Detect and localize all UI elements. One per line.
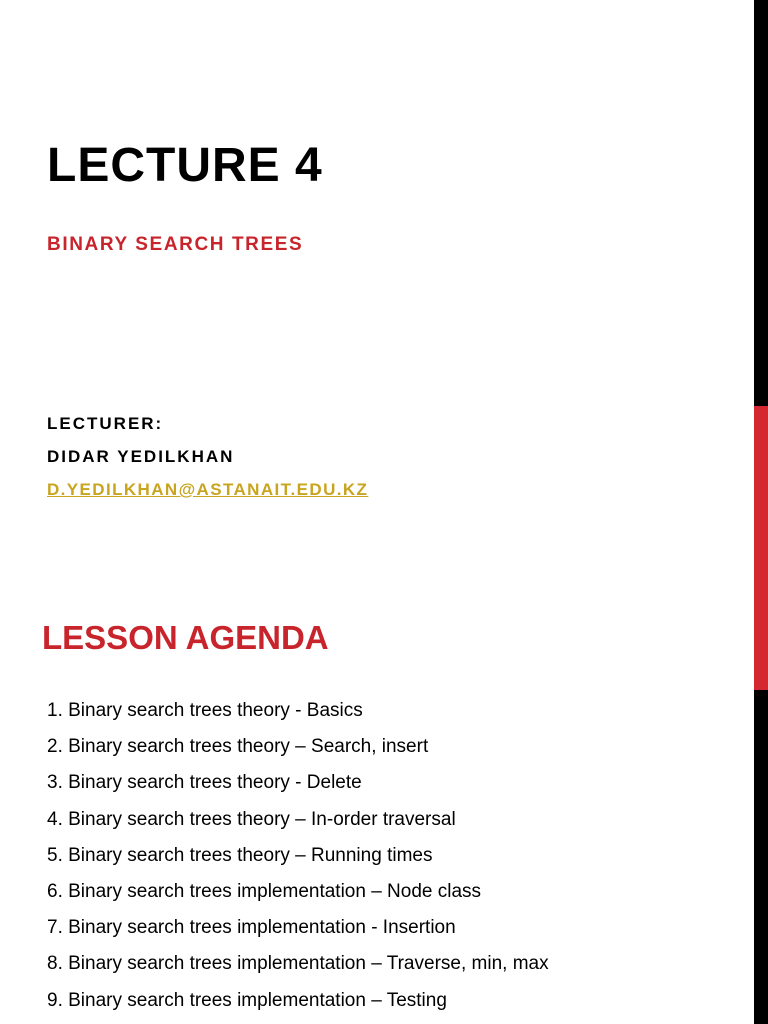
agenda-item: 4. Binary search trees theory – In-order traversal: [47, 808, 456, 830]
agenda-item: 1. Binary search trees theory - Basics: [47, 700, 363, 721]
agenda-item: 3. Binary search trees theory - Delete: [47, 772, 362, 794]
agenda-item: 6. Binary search trees implementation – Node class: [47, 880, 482, 902]
agenda-item: 8. Binary search trees implementation – Traverse, min, max: [47, 953, 549, 975]
lecturer-label: LECTURER:: [47, 414, 164, 433]
agenda-item: 9. Binary search trees implementation – Testing: [47, 989, 447, 1011]
lecture-title: LECTURE 4: [47, 139, 323, 192]
agenda-slide: [0, 585, 754, 1024]
slide-side-bar-accent: [754, 406, 768, 690]
agenda-item: 5. Binary search trees theory – Running times: [47, 844, 433, 866]
lecturer-name: DIDAR YEDILKHAN: [47, 447, 235, 466]
agenda-title: LESSON AGENDA: [42, 619, 329, 656]
lecture-subtitle: BINARY SEARCH TREES: [47, 234, 304, 255]
agenda-list: [47, 693, 549, 1019]
agenda-item: 7. Binary search trees implementation - Insertion: [47, 917, 456, 939]
lecturer-email-link[interactable]: D.YEDILKHAN@ASTANAIT.EDU.KZ: [47, 480, 369, 499]
agenda-item: 2. Binary search trees theory – Search, insert: [47, 736, 429, 758]
